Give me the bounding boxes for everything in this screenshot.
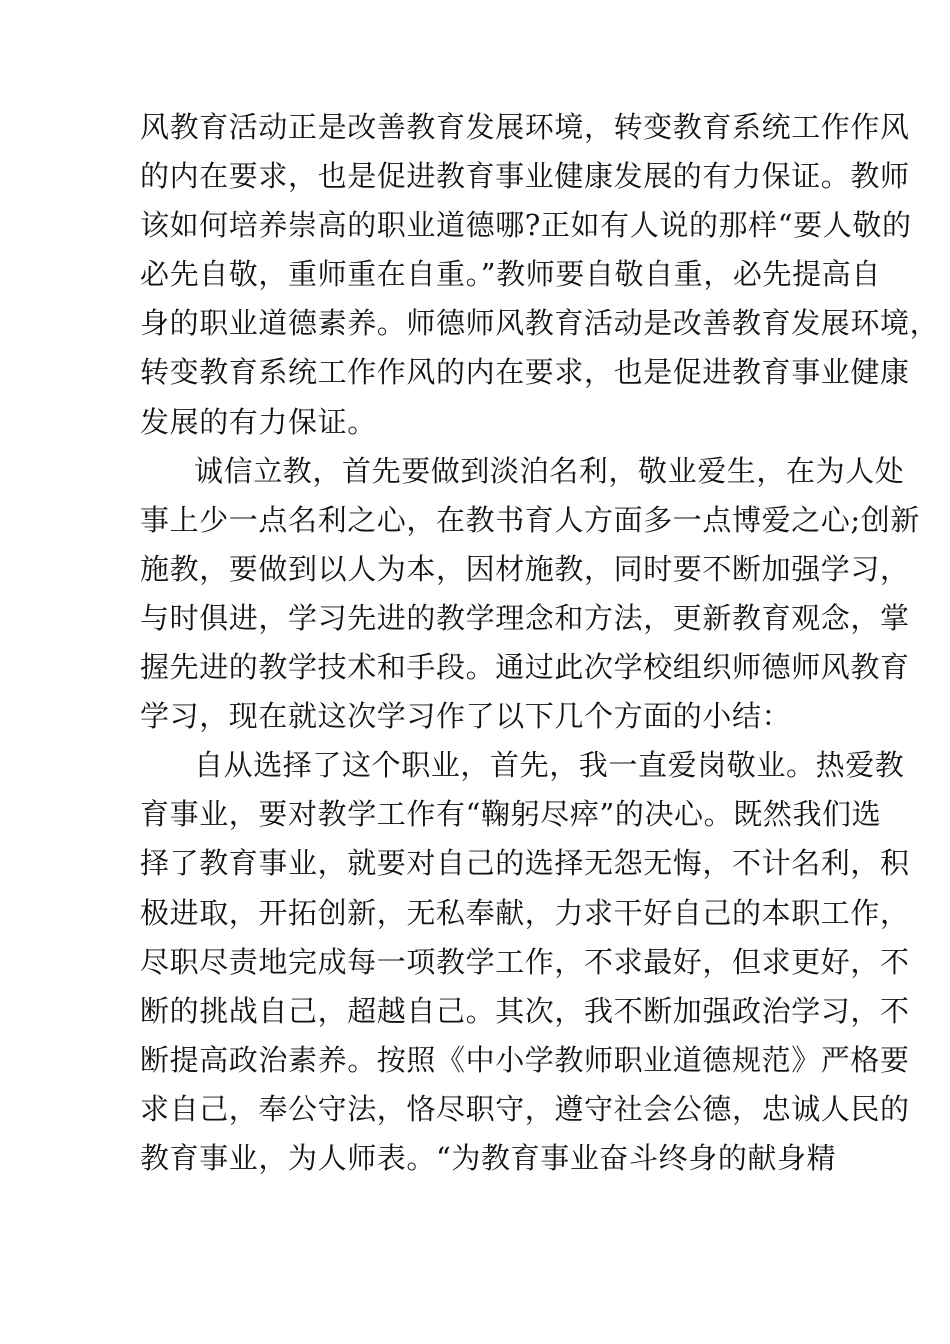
text-line: 自从选择了这个职业，首先，我一直爱岗敬业。热爱教	[194, 748, 905, 783]
paragraph	[140, 447, 920, 742]
text-line: 该如何培养崇高的职业道德哪?正如有人说的那样“要人敬的	[140, 208, 912, 243]
text-line: 身的职业道德素养。师德师风教育活动是改善教育发展环境，	[140, 306, 940, 341]
text-line: 必先自敬，重师重在自重。”教师要自敬自重，必先提高自	[140, 257, 881, 292]
text-line: 的内在要求，也是促进教育事业健康发展的有力保证。教师	[140, 159, 910, 194]
text-line: 择了教育事业，就要对自己的选择无怨无悔，不计名利，积	[140, 846, 910, 881]
text-line: 握先进的教学技术和手段。通过此次学校组织师德师风教育	[140, 650, 910, 685]
text-line: 求自己，奉公守法，恪尽职守，遵守社会公德，忠诚人民的	[140, 1091, 910, 1126]
text-line: 诚信立教，首先要做到淡泊名利，敬业爱生，在为人处	[194, 453, 905, 488]
text-line: 尽职尽责地完成每一项教学工作，不求最好，但求更好，不	[140, 944, 910, 979]
text-line: 育事业，要对教学工作有“鞠躬尽瘁”的决心。既然我们选	[140, 797, 882, 832]
text-line: 与时俱进，学习先进的教学理念和方法，更新教育观念，掌	[140, 600, 910, 635]
text-line: 教育事业，为人师表。“为教育事业奋斗终身的献身精	[140, 1140, 837, 1175]
paragraph	[140, 103, 940, 447]
text-line: 转变教育系统工作作风的内在要求，也是促进教育事业健康	[140, 355, 910, 390]
text-line: 断提高政治素养。按照《中小学教师职业道德规范》严格要	[140, 1042, 910, 1077]
text-line: 事上少一点名利之心，在教书育人方面多一点博爱之心;创新	[140, 502, 920, 537]
text-line: 断的挑战自己，超越自己。其次，我不断加强政治学习，不	[140, 993, 910, 1028]
text-line: 极进取，开拓创新，无私奉献，力求干好自己的本职工作，	[140, 895, 910, 930]
text-line: 学习，现在就这次学习作了以下几个方面的小结：	[140, 699, 792, 734]
text-line: 发展的有力保证。	[140, 404, 377, 439]
body-text	[140, 103, 940, 1183]
text-line: 风教育活动正是改善教育发展环境，转变教育系统工作作风	[140, 110, 910, 144]
text-line: 施教，要做到以人为本，因材施教，同时要不断加强学习，	[140, 551, 910, 586]
paragraph	[140, 741, 910, 1183]
